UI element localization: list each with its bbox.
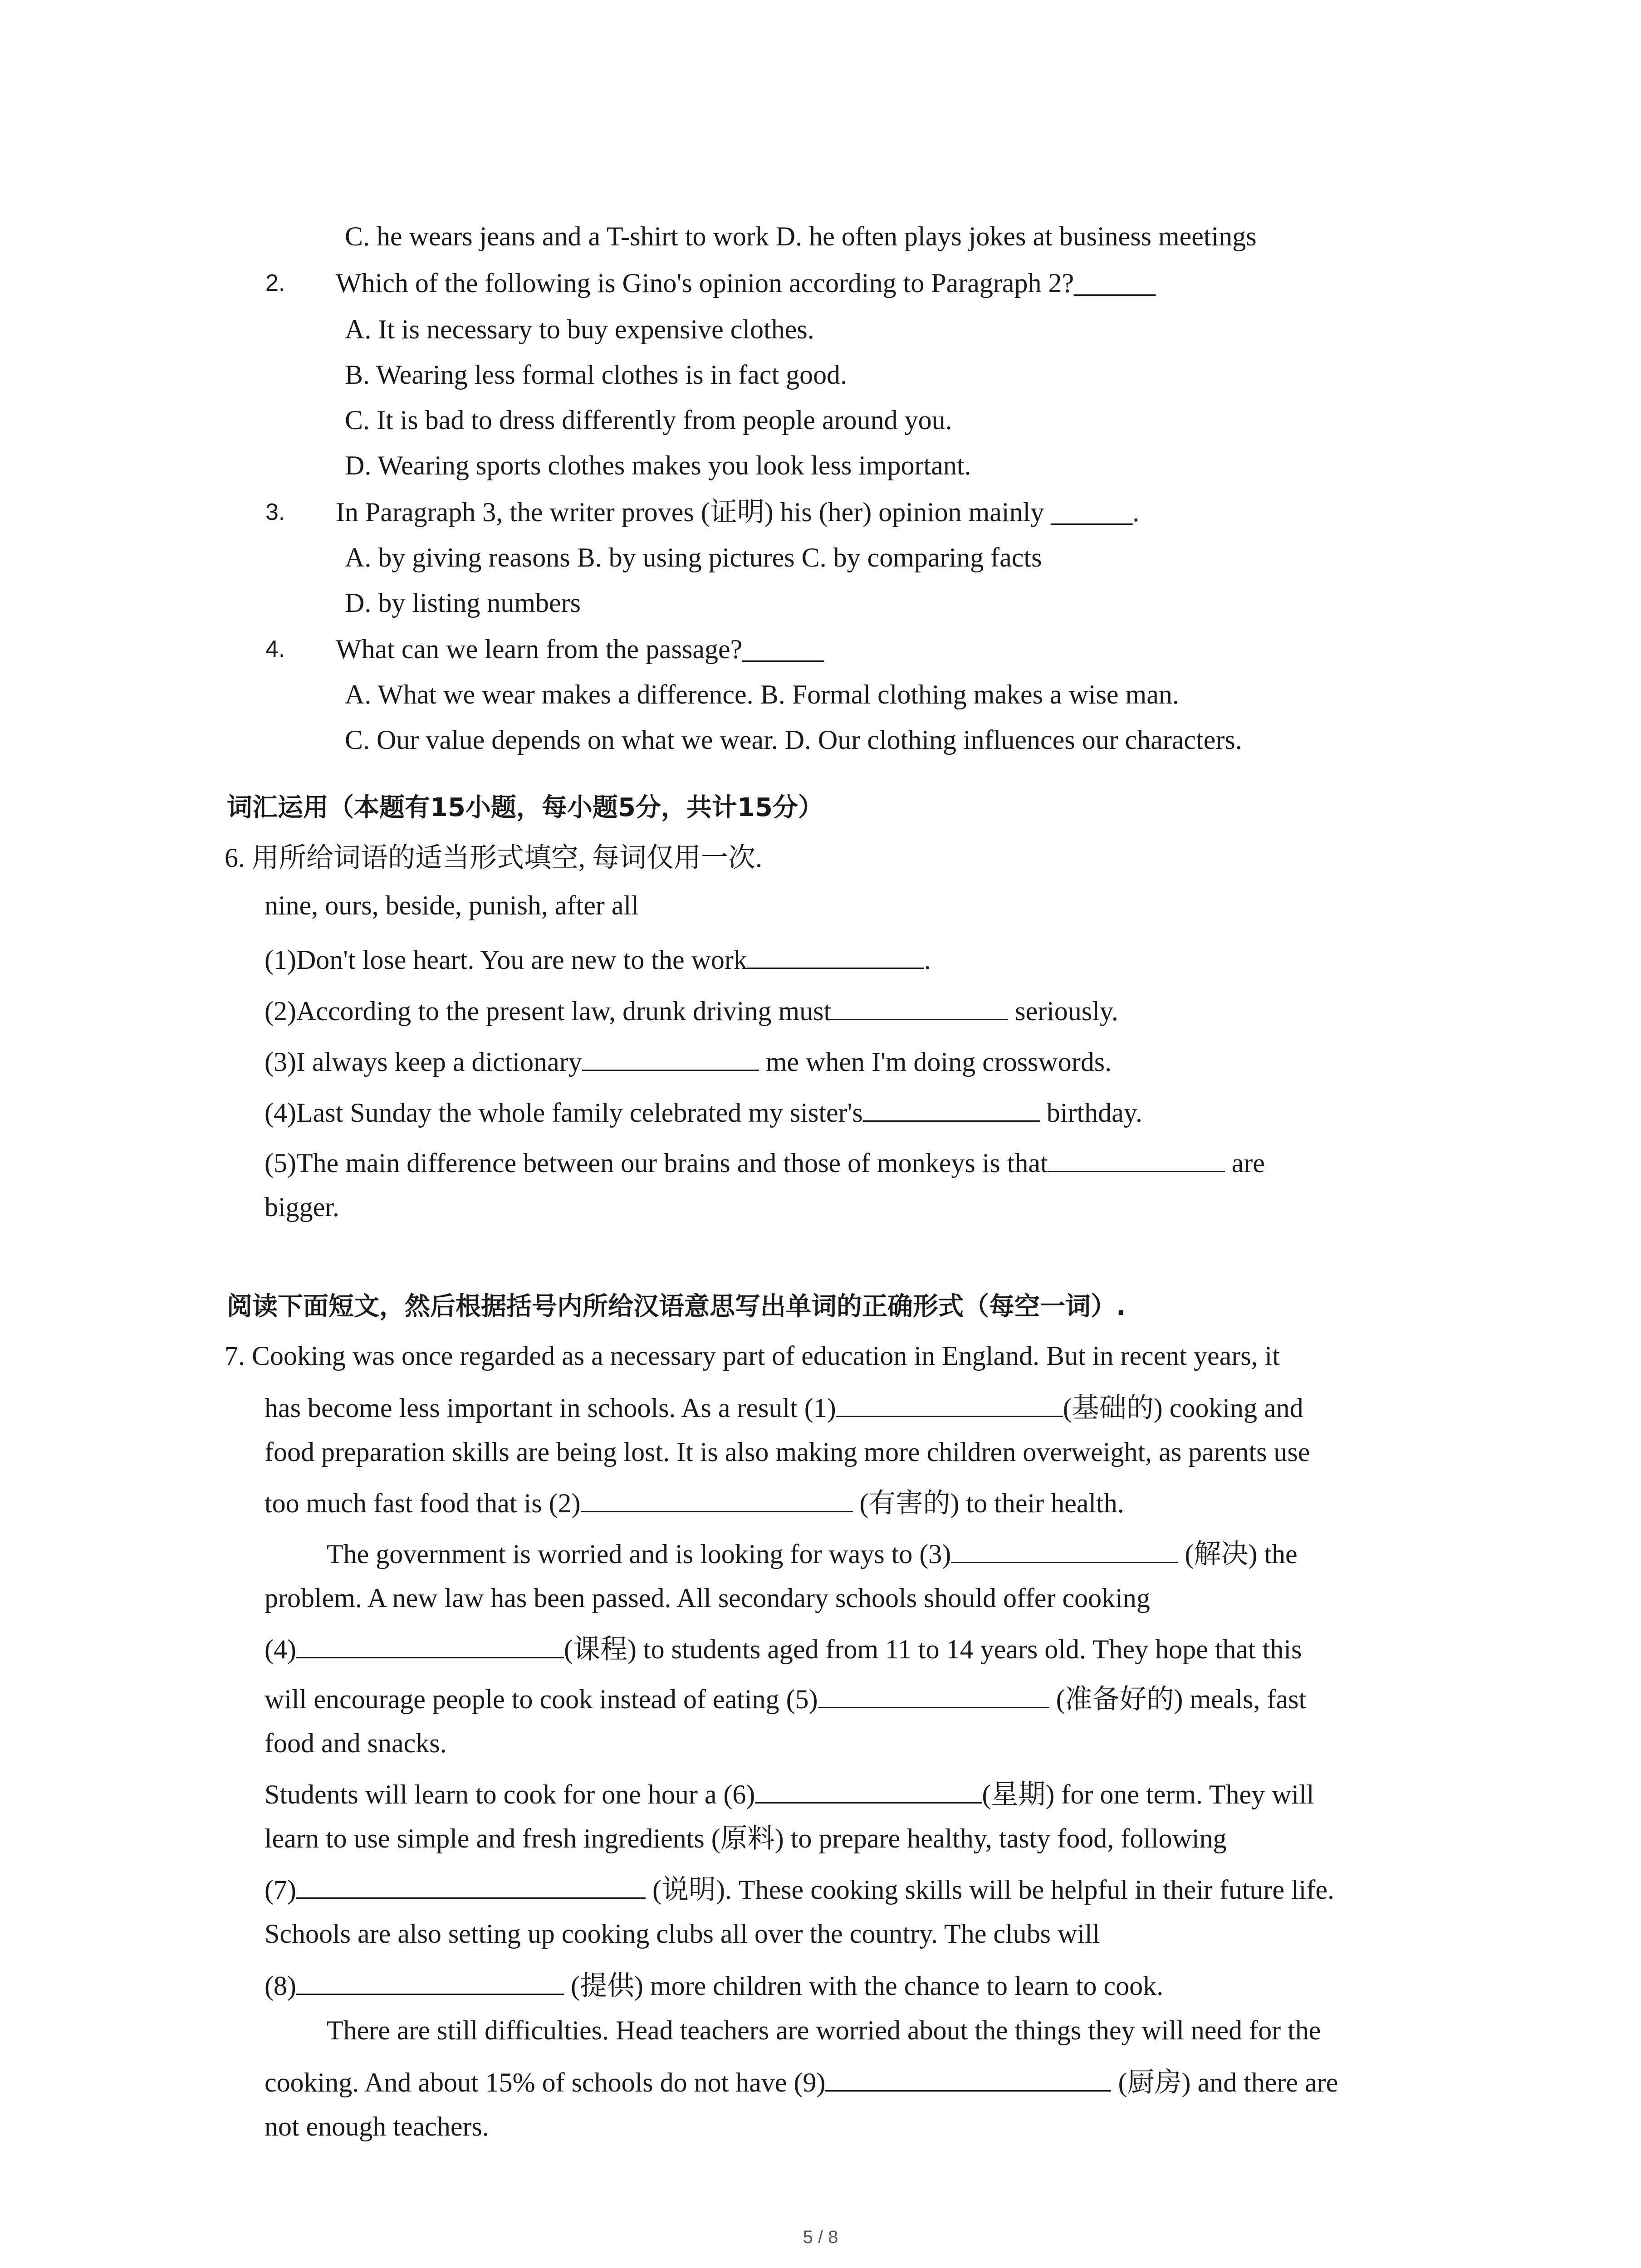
- q1-option-cd: C. he wears jeans and a T-shirt to work D. he often plays jokes at business meetings: [345, 221, 1257, 251]
- page-number: 5 / 8: [803, 2227, 838, 2247]
- passage-line-6: problem. A new law has been passed. All secondary schools should offer cooking: [265, 1583, 1150, 1613]
- passage-blank-9[interactable]: [825, 2064, 1111, 2092]
- q4-options-cd: C. Our value depends on what we wear. D. Our clothing influences our characters.: [345, 725, 1242, 755]
- answer-blank-5[interactable]: [1048, 1144, 1225, 1172]
- q2-option-d: D. Wearing sports clothes makes you look less important.: [345, 450, 971, 480]
- vocab-sentence-4: (4)Last Sunday the whole family celebrated my sister's birthday.: [265, 1094, 1142, 1129]
- q4-options-ab: A. What we wear makes a difference. B. Formal clothing makes a wise man.: [345, 679, 1179, 709]
- vocab-sentence-5-cont: bigger.: [265, 1192, 339, 1222]
- passage-line-7: (4) (课程) to students aged from 11 to 14 years old. They hope that this: [265, 1631, 1302, 1666]
- q6-intro: 6. 用所给词语的适当形式填空, 每词仅用一次.: [225, 843, 762, 873]
- word-bank: nine, ours, beside, punish, after all: [265, 890, 639, 920]
- passage-line-5: The government is worried and is looking for ways to (3) (解决) the: [327, 1535, 1298, 1570]
- vocab-sentence-1: (1)Don't lose heart. You are new to the work .: [265, 941, 931, 976]
- passage-blank-5[interactable]: [818, 1681, 1049, 1708]
- passage-line-4: too much fast food that is (2) (有害的) to their health.: [265, 1485, 1124, 1520]
- passage-line-17: not enough teachers.: [265, 2112, 489, 2141]
- passage-line-9: food and snacks.: [265, 1728, 447, 1758]
- passage-line-11: learn to use simple and fresh ingredients (原料) to prepare healthy, tasty food, following: [265, 1823, 1227, 1853]
- passage-line-16: cooking. And about 15% of schools do not have (9) (厨房) and there are: [265, 2064, 1338, 2099]
- reading-section-title: 阅读下面短文，然后根据括号内所给汉语意思写出单词的正确形式（每空一词）.: [227, 1292, 1126, 1321]
- passage-line-14: (8) (提供) more children with the chance to learn to cook.: [265, 1967, 1163, 2002]
- passage-blank-3[interactable]: [951, 1535, 1178, 1563]
- passage-blank-4[interactable]: [296, 1631, 564, 1658]
- passage-line-15: There are still difficulties. Head teachers are worried about the things they will need for the: [327, 2015, 1321, 2045]
- vocab-sentence-5: (5)The main difference between our brains and those of monkeys is that are: [265, 1144, 1265, 1179]
- vocab-section-title: 词汇运用（本题有15小题，每小题5分，共计15分）: [227, 793, 823, 822]
- passage-blank-8[interactable]: [296, 1967, 564, 1995]
- q2-option-c: C. It is bad to dress differently from people around you.: [345, 405, 952, 435]
- passage-blank-1[interactable]: [836, 1389, 1063, 1417]
- passage-line-2: has become less important in schools. As a result (1) (基础的) cooking and: [265, 1389, 1303, 1424]
- q3-option-d: D. by listing numbers: [345, 588, 581, 618]
- q3-options-abc: A. by giving reasons B. by using pictures C. by comparing facts: [345, 543, 1042, 572]
- answer-blank-2[interactable]: [831, 992, 1008, 1020]
- answer-blank-4[interactable]: [863, 1094, 1040, 1122]
- passage-line-8: will encourage people to cook instead of eating (5) (准备好的) meals, fast: [265, 1681, 1306, 1716]
- q2-number: 2.: [265, 270, 285, 296]
- vocab-sentence-3: (3)I always keep a dictionary me when I'm doing crosswords.: [265, 1043, 1112, 1078]
- passage-blank-7[interactable]: [296, 1871, 646, 1899]
- answer-blank-3[interactable]: [582, 1043, 759, 1071]
- vocab-sentence-2: (2)According to the present law, drunk driving must seriously.: [265, 992, 1118, 1027]
- answer-blank-1[interactable]: [747, 941, 924, 969]
- q2-stem: Which of the following is Gino's opinion according to Paragraph 2?______: [336, 268, 1156, 298]
- passage-line-13: Schools are also setting up cooking clubs all over the country. The clubs will: [265, 1919, 1100, 1949]
- q4-stem: What can we learn from the passage?______: [336, 634, 824, 664]
- q4-number: 4.: [265, 636, 285, 662]
- q2-option-a: A. It is necessary to buy expensive clothes.: [345, 314, 814, 344]
- passage-line-10: Students will learn to cook for one hour a (6) (星期) for one term. They will: [265, 1776, 1314, 1811]
- passage-line-12: (7) (说明). These cooking skills will be helpful in their future life.: [265, 1871, 1334, 1906]
- q3-number: 3.: [265, 499, 285, 525]
- passage-line-1: 7. Cooking was once regarded as a necessary part of education in England. But in recent years, it: [225, 1341, 1280, 1371]
- q2-option-b: B. Wearing less formal clothes is in fact good.: [345, 360, 847, 390]
- q3-stem: In Paragraph 3, the writer proves (证明) his (her) opinion mainly ______.: [336, 497, 1140, 527]
- passage-line-3: food preparation skills are being lost. It is also making more children overweight, as parents use: [265, 1437, 1310, 1467]
- passage-blank-6[interactable]: [755, 1776, 982, 1804]
- passage-blank-2[interactable]: [581, 1485, 853, 1512]
